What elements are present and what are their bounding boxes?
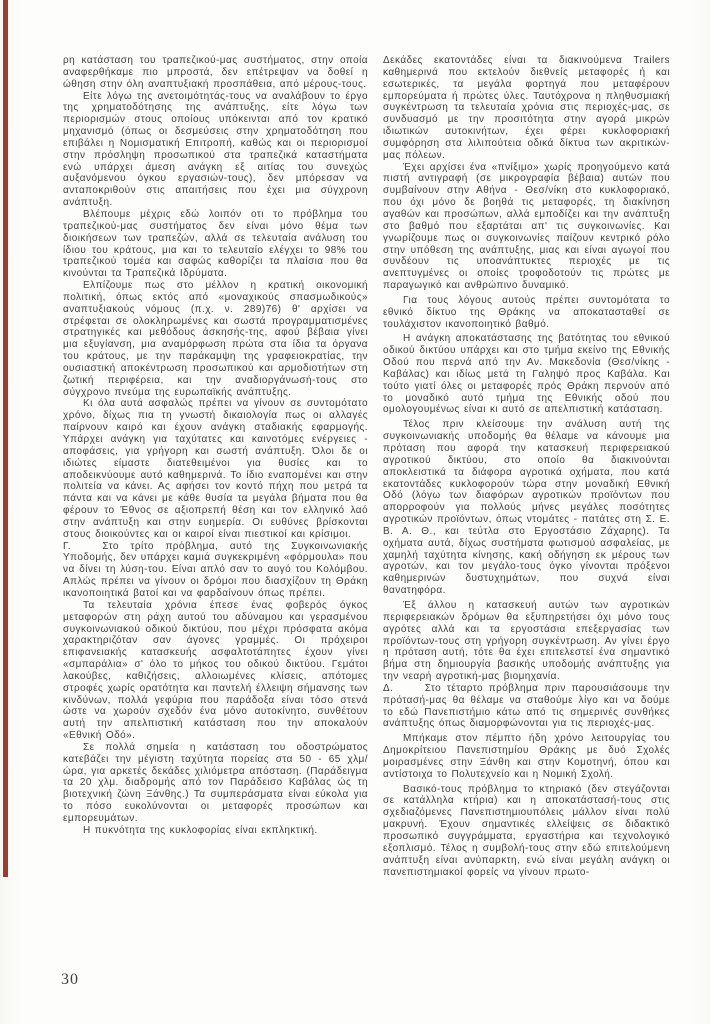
paragraph: Βλέπουμε μέχρις εδώ λοιπόν οτι το πρόβλημα του τραπεζικού-μας συστήματος δεν είναι μόνο θέμα των διοικήσεων των τραπεζών, αλλά σε τελευταία ανάλυση του ίδιου του κράτους, μια και το τελευταίο ελέγχει το 98% του τραπεζικού τομέα και σαφώς καθορίζει τα πλαίσια που θα κινούνται τα Τραπεζικά Ιδρύματα.	[63, 208, 368, 280]
paragraph: Τα τελευταία χρόνια έπεσε ένας φοβερός όγκος μεταφορών στη ράχη αυτού του αδύναμου και γερασμένου συγκοινωνιακού οδικού δικτύου, που μέχρι πρόσφατα ακόμα χαρακτηριζόταν σαν άγονες γραμμές. Οι πρόχειροι επιφανειακής κατασκευής ασφαλτοτάπητες έχουν γίνει «σμπαράλια» σ' όλο το μήκος του οδικού δικτύου. Γεμάτοι λακούβες, καθιζήσεις, αλλοιωμένες κλίσεις, απότομες στροφές χωρίς ορατότητα και παντελή έλλειψη σήμανσης των κινδύνων, πολλά γεφύρια που παράδοξα είναι τόσο στενά ώστε να χωρούν σχεδόν ένα μόνο αυτοκίνητο, συνθέτουν αυτή την απελπιστική κατάσταση που την αποκαλούν «Εθνική Οδό».	[63, 599, 368, 742]
paragraph: Η πυκνότητα της κυκλοφορίας είναι εκπληκτική.	[83, 824, 318, 836]
paragraph: Σε πολλά σημεία η κατάσταση του οδοστρώματος κατεβάζει την μέγιστη ταχύτητα πορείας στα 50 - 65 χλμ/ώρα, για αρκετές δεκάδες χιλιόμετρα απόσταση. (Παράδειγμα τα 20 χλμ. διαδρομής από τον Παράδεισο Καβάλας ώς τη βιοτεχνική ζώνη Ξάνθης.) Τα συμπεράσματα είναι εύκολα για το πόσο ευκολύνονται οι μεταφορές προσώπων και εμπορευμάτων.	[63, 741, 368, 824]
paragraph: Έξ άλλου η κατασκευή αυτών των αγροτικών περιφερειακών δρόμων θα εξυπηρετήσει όχι μόνο τους αγρότες αλλά και τα εργοστάσια επεξεργασίας των προϊόντων-τους στη γρήγορη συγκέντρωση. Αν γίνει έργο η πρόταση αυτή, τότε θα έχει επιτελεστεί ένα σημαντικό βήμα στη δημιουργία βασικής υποδομής ανάπτυξης για την νεαρή αγροτική-μας βιομηχανία.	[383, 599, 670, 683]
paragraph: ρη κατάσταση του τραπεζικού-μας συστήματος, στην οποία αναφερθήκαμε πιο μπροστά, δεν επέτρεψαν να δοθεί η ώθηση στην όλη αναπτυξιακή προσπάθεια, από μέρους-τους.	[63, 55, 368, 90]
paragraph-item-delta: Δ. Στο τέταρτο πρόβλημα πριν παρουσιάσουμε την πρότασή-μας θα θέλαμε να σταθούμε λίγο και να δούμε το εδώ Πανεπιστήμιο κάτω από τις σημερινές συνθήκες ανάπτυξης όπως διαμορφώνονται για τις περιοχές-μας.	[383, 682, 670, 730]
page-number: 30	[61, 971, 79, 988]
text-column-right	[383, 55, 670, 878]
paragraph: Για τους λόγους αυτούς πρέπει συντομότατα το εθνικό δίκτυο της Θράκης να αποκατασταθεί σε τουλάχιστον ικανοποιητικό βαθμό.	[383, 294, 670, 330]
binding-edge-stripe	[3, 0, 8, 877]
paragraph: Δεκάδες εκατοντάδες είναι τα διακινούμενα Trailers καθημερινά που εκτελούν διεθνείς μεταφορές ή και εσωτερικές, τα μεγάλα φορτηγά που μεταφέρουν εμπορεύματα ή πρώτες ύλες. Ταυτόχρονα η πληθυσμιακή συγκέντρωση τα τελευταία χρόνια στις περιοχές-μας, σε συνδυασμό με την προσιτότητα στην αγορά μικρών ιδιωτικών αυτοκινήτων, έχει φέρει κυκλοφοριακή συμφόρηση στα λιλιπούτεια οδικά δίκτυα των ακριτικών-μας πόλεων.	[383, 55, 670, 161]
paragraph: Ελπίζουμε πως στο μέλλον η κρατική οικονομική πολιτική, όπως εκτός από «μοναχικούς σπασμωδικούς» αναπτυξιακούς νόμους (π.χ. ν. 289)76) θ' αρχίσει να στρέφεται σε ολοκληρωμένες και σωστά προγραμματισμένες στρατηγικές και μεθόδους άσκησής-της, αφού βέβαια γίνει μια εξυγίανση, μια αναμόρφωση πρώτα στα ίδια τα όργανα του κράτους, με την παράκαμψη της γραφειοκρατίας, την ουσιαστική αποκέντρωση προσωπικού και αρμοδιοτήτων στη ζωτική περιφέρεια, και την αναδιοργάνωσή-τους στο σύγχρονο πνεύμα της ευρωπαϊκής ανάπτυξης.	[63, 280, 368, 398]
paragraph: Βασικό-τους πρόβλημα το κτηριακό (δεν στεγάζονται σε κατάλληλα κτήρια) και η αποκατάστασή-τους στις σχεδιαζόμενες Πανεπιστημιουπόλεις μάλλον είναι πολύ μακρυνή. Έχουν σημαντικές ελλείψεις σε διδακτικό προσωπικό συγγράμματα, εργαστήρια και τεχνολογικό εξοπλισμό. Τέλος η συμβολή-τους στην εδώ επιτελούμενη ανάπτυξη είναι ανύπαρκτη, ενώ είναι μεγάλη ανάγκη οι πανεπιστημιακοί φορείς να γίνουν πρωτο-	[383, 783, 670, 878]
paragraph: Τέλος πριν κλείσουμε την ανάλυση αυτή της συγκοινωνιακής υποδομής θα θέλαμε να κάνουμε μια πρόταση που αφορά την κατασκευή περιφερειακού αγροτικού δικτύου, στο οποίο θα διακινούνται αποκλειστικά τα διάφορα αγροτικά οχήματα, που κατά εκατοντάδες κυκλοφορούν τώρα στην μοναδική Εθνική Οδό (λόγω των διαφόρων αγροτικών προϊόντων που απορροφούν για πολλούς μήνες μεγάλες ποσότητες αγροτικών προϊόντων, όπως ντομάτες - πατάτες στη Σ. Ε. Β. Α. Θ., και τεύτλα στο Εργοστάσιο Ζάχαρης). Τα οχήματα αυτά, δίχως συστήματα φωτισμού ασφαλείας, με χαμηλή ταχύτητα κίνησης, κακή οδήγηση εκ μέρους των αγροτών, και τον μεγάλο-τους όγκο γίνονται πρόξενοι καθημερινών δυστυχημάτων, που συχνά είναι θανατηφόρα.	[383, 419, 670, 597]
paragraph: Μπήκαμε στον πέμπτο ήδη χρόνο λειτουργίας του Δημοκρίτειου Πανεπιστημίου Θράκης με δυό Σχολές μοιρασμένες στην Ξάνθη και στην Κομοτηνή, όπου και αντίστοιχα το Πολυτεχνείο και η Νομική Σχολή.	[383, 733, 670, 780]
paragraph-item-gamma: Γ. Στο τρίτο πρόβλημα, αυτό της Συγκοινωνιακής Υποδομής, δεν υπάρχει καμιά συγκεκριμένη «φόρμουλα» που να δίνει τη λύση-του. Είναι απλό σαν το αυγό του Κολόμβου. Απλώς πρέπει να γίνουν οι δρόμοι που διασχίζουν τη Θράκη ικανοποιητικά βατοί και να φαρδαίνουν όπως πρέπει.	[63, 540, 368, 599]
paragraph: Κι όλα αυτά ασφαλώς πρέπει να γίνουν σε συντομότατο χρόνο, δίχως πια τη γνωστή δικαιολογία πως οι αλλαγές παίρνουν καιρό και έχουν ανάγκη σταδιακής εφαρμογής. Υπάρχει ανάγκη για ταχύτατες και καινοτόμες ενέργειες - αποφάσεις, για γρήγορη και σωστή ανάπτυξη. Όλοι δε οι ιδιώτες είμαστε διατεθειμένοι για θυσίες και το αποδεικνύουμε αυτό καθημερινά. Το ίδιο εναπομένει και στην πολιτεία να κάνει. Ας αφήσει τον κοντό πήχη που μετρά τα πάντα και να κάνει με κάθε θυσία τα μεγάλα βήματα που θα φέρουν το Έθνος σε αξιοπρεπή θέση και τον ελληνικό λαό στην ανάπτυξη και στην ευημερία. Οι ευθύνες βρίσκονται στους διοικούντες και οι καιροί είναι πιεστικοί και κρίσιμοι.	[63, 398, 368, 540]
paragraph: Έχει αρχίσει ένα «πνίξιμο» χωρίς προηγούμενο κατά πιστή αντιγραφή (σε μικρογραφία βέβαια) αυτών που συμβαίνουν στην Αθήνα - Θεσ/νίκη στο κυκλοφοριακό, που όχι μόνο δε βοηθά τις μεταφορές, τη διακίνηση αγαθών και προσώπων, αλλά εμποδίζει και την ανάπτυξη στο βαθμό που εξαρτάται απ' τις συγκοινωνίες. Και γνωρίζουμε πως οι συγκοινωνίες παίζουν κεντρικό ρόλο στην υπόθεση της ανάπτυξης, μιας και είναι αγωγοί που συνδέουν τις υποανάπτυκτες περιοχές με τις ανεπτυγμένες οι οποίες τροφοδοτούν τις πρώτες με παραγωγικό και ανθρώπινο δυναμικό.	[383, 161, 670, 292]
paragraph: Η ανάγκη αποκατάστασης της βατότητας του εθνικού οδικού δικτύου υπάρχει και στο τμήμα εκείνο της Εθνικής Οδού που περνά από την Αν. Μακεδονία (Θεσ/νίκης - Καβάλας) και ιδίως μετά τη Γαληψό προς Καβάλα. Και τούτο γιατί όλες οι μεταφορές πρός Θράκη περνούν από το μοναδικό αυτό τμήμα της Εθνικής οδού που ομολογουμένως είναι κι αυτό σε απελπιστική κατάσταση.	[383, 333, 670, 416]
paragraph: Είτε λόγω της ανετοιμότητάς-τους να αναλάβουν το έργο της χρηματοδότησης της ανάπτυξης, είτε λόγω των περιορισμών στους οποίους υπόκεινται από τον κρατικό μηχανισμό (όπως οι δεσμεύσεις στην χρηματοδότηση που επιβάλει η Νομισματική Επιτροπή, καθώς και οι περιορισμοί στην πρόσληψη προσωπικού στα τραπεζικά καταστήματα ενώ υπάρχει άμεση ανάγκη εξ αιτίας του συνεχώς αυξανόμενου όγκου εργασιών-τους), δεν μπόρεσαν να ανταποκριθούν στις απαιτήσεις που έχει μια σύγχρονη ανάπτυξη.	[63, 90, 368, 209]
text-column-left	[63, 55, 368, 837]
